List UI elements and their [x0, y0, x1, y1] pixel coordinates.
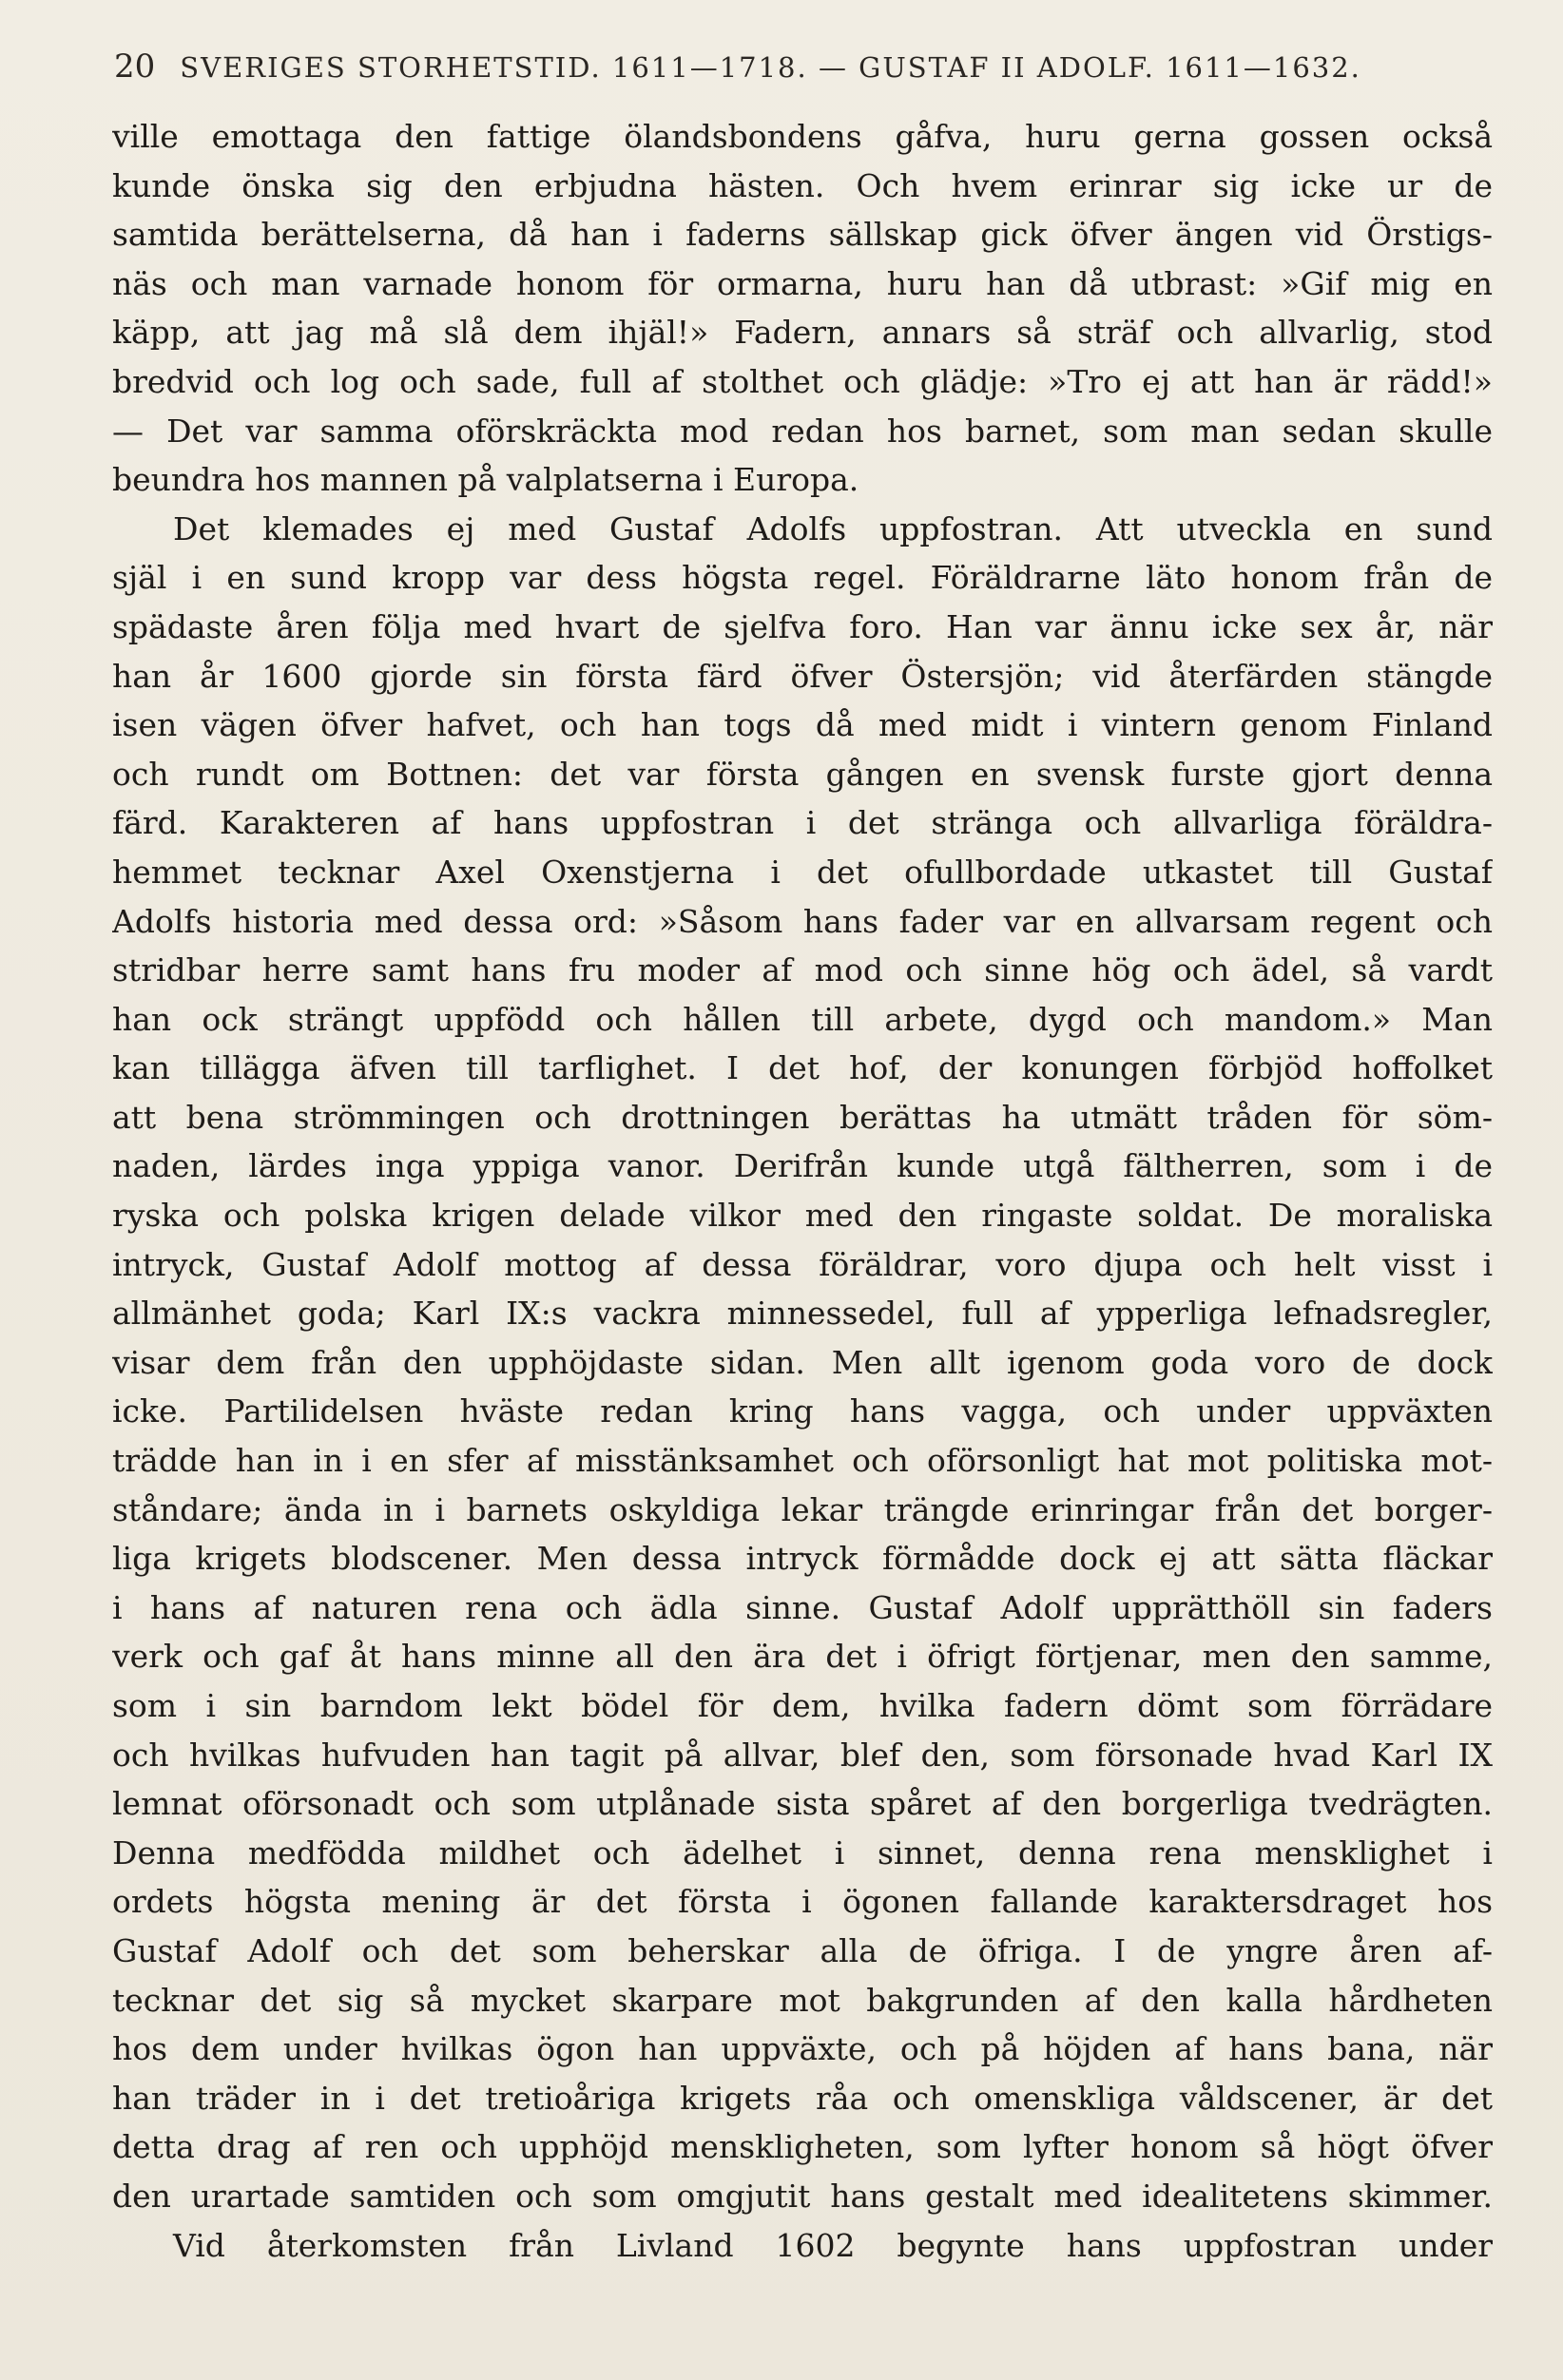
- text-line: tecknar det sig så mycket skarpare mot bakgrunden af den kalla hårdheten: [112, 1981, 1493, 2019]
- text-line: bredvid och log och sade, full af stolthet och glädje: »Tro ej att han är rädd!»: [112, 362, 1493, 400]
- text-line: detta drag af ren och upphöjd menskligheten, som lyfter honom så högt öfver: [112, 2128, 1493, 2166]
- text-line: käpp, att jag må slå dem ihjäl!» Fadern, annars så sträf och allvarlig, stod: [112, 314, 1493, 352]
- text-line: den urartade samtiden och som omgjutit hans gestalt med idealitetens skimmer.: [112, 2177, 1493, 2215]
- text-line: intryck, Gustaf Adolf mottog af dessa föräldrar, voro djupa och helt visst i: [112, 1245, 1493, 1283]
- text-line: ordets högsta mening är det första i ögonen fallande karaktersdraget hos: [112, 1883, 1493, 1921]
- text-line: Denna medfödda mildhet och ädelhet i sinnet, denna rena mensklighet i: [112, 1833, 1493, 1871]
- text-line: liga krigets blodscener. Men dessa intryck förmådde dock ej att sätta fläckar: [112, 1540, 1493, 1578]
- text-line: lemnat oförsonadt och som utplånade sista spåret af den borgerliga tvedrägten.: [112, 1785, 1493, 1823]
- text-line: ville emottaga den fattige ölandsbondens gåfva, huru gerna gossen också: [112, 118, 1493, 155]
- paragraph-start-line: Det klemades ej med Gustaf Adolfs uppfostran. Att utveckla en sund: [173, 509, 1493, 547]
- text-line: näs och man varnade honom för ormarna, huru han då utbrast: »Gif mig en: [112, 264, 1493, 302]
- text-line: hemmet tecknar Axel Oxenstjerna i det ofullbordade utkastet till Gustaf: [112, 853, 1493, 891]
- text-line: Adolfs historia med dessa ord: »Såsom hans fader var en allvarsam regent och: [112, 902, 1493, 940]
- text-line: — Det var samma oförskräckta mod redan hos barnet, som man sedan skulle: [112, 412, 1493, 450]
- text-line: trädde han in i en sfer af misstänksamhet och oförsonligt hat mot politiska mot-: [112, 1442, 1493, 1480]
- text-line: att bena strömmingen och drottningen berättas ha utmätt tråden för söm-: [112, 1098, 1493, 1136]
- text-line: ryska och polska krigen delade vilkor med den ringaste soldat. De moraliska: [112, 1197, 1493, 1235]
- text-line: i hans af naturen rena och ädla sinne. Gustaf Adolf upprätthöll sin faders: [112, 1588, 1493, 1626]
- body-text: [112, 112, 1493, 2270]
- text-line: själ i en sund kropp var dess högsta regel. Föräldrarne läto honom från de: [112, 559, 1493, 597]
- page-number: 20: [114, 48, 156, 86]
- text-line: ståndare; ända in i barnets oskyldiga lekar trängde erinringar från det borger-: [112, 1490, 1493, 1528]
- text-line: han träder in i det tretioåriga krigets råa och omenskliga våldscener, är det: [112, 2079, 1493, 2117]
- running-head: [114, 46, 1483, 87]
- text-line: naden, lärdes inga yppiga vanor. Derifrån kunde utgå fältherren, som i de: [112, 1147, 1493, 1185]
- text-line: som i sin barndom lekt bödel för dem, hvilka fadern dömt som förrädare: [112, 1687, 1493, 1724]
- paragraph-start-line: Vid återkomsten från Livland 1602 begynte hans uppfostran under: [173, 2226, 1493, 2264]
- text-line: och rundt om Bottnen: det var första gången en svensk furste gjort denna: [112, 755, 1493, 793]
- text-line: allmänhet goda; Karl IX:s vackra minnessedel, full af ypperliga lefnadsregler,: [112, 1295, 1493, 1333]
- text-line: verk och gaf åt hans minne all den ära det i öfrigt förtjenar, men den samme,: [112, 1638, 1493, 1676]
- text-line: färd. Karakteren af hans uppfostran i det stränga och allvarliga föräldra-: [112, 804, 1493, 842]
- text-line: visar dem från den upphöjdaste sidan. Men allt igenom goda voro de dock: [112, 1343, 1493, 1381]
- text-line: beundra hos mannen på valplatserna i Europa.: [112, 461, 859, 499]
- text-line: han år 1600 gjorde sin första färd öfver Östersjön; vid återfärden stängde: [112, 657, 1493, 695]
- running-title: SVERIGES STORHETSTID. 1611—1718. — GUSTAF II ADOLF. 1611—1632.: [180, 51, 1361, 84]
- text-line: och hvilkas hufvuden han tagit på allvar, blef den, som försonade hvad Karl IX: [112, 1736, 1493, 1774]
- text-line: kan tillägga äfven till tarflighet. I det hof, der konungen förbjöd hoffolket: [112, 1049, 1493, 1087]
- text-line: samtida berättelserna, då han i faderns sällskap gick öfver ängen vid Örstigs-: [112, 216, 1493, 254]
- text-line: stridbar herre samt hans fru moder af mod och sinne hög och ädel, så vardt: [112, 951, 1493, 989]
- text-line: hos dem under hvilkas ögon han uppväxte, och på höjden af hans bana, när: [112, 2030, 1493, 2068]
- text-line: icke. Partilidelsen hväste redan kring hans vagga, och under uppväxten: [112, 1392, 1493, 1430]
- text-line: spädaste åren följa med hvart de sjelfva foro. Han var ännu icke sex år, när: [112, 607, 1493, 645]
- text-line: Gustaf Adolf och det som beherskar alla de öfriga. I de yngre åren af-: [112, 1931, 1493, 1969]
- text-line: kunde önska sig den erbjudna hästen. Och hvem erinrar sig icke ur de: [112, 166, 1493, 204]
- text-line: isen vägen öfver hafvet, och han togs då med midt i vintern genom Finland: [112, 706, 1493, 744]
- text-line: han ock strängt uppfödd och hållen till arbete, dygd och mandom.» Man: [112, 1000, 1493, 1038]
